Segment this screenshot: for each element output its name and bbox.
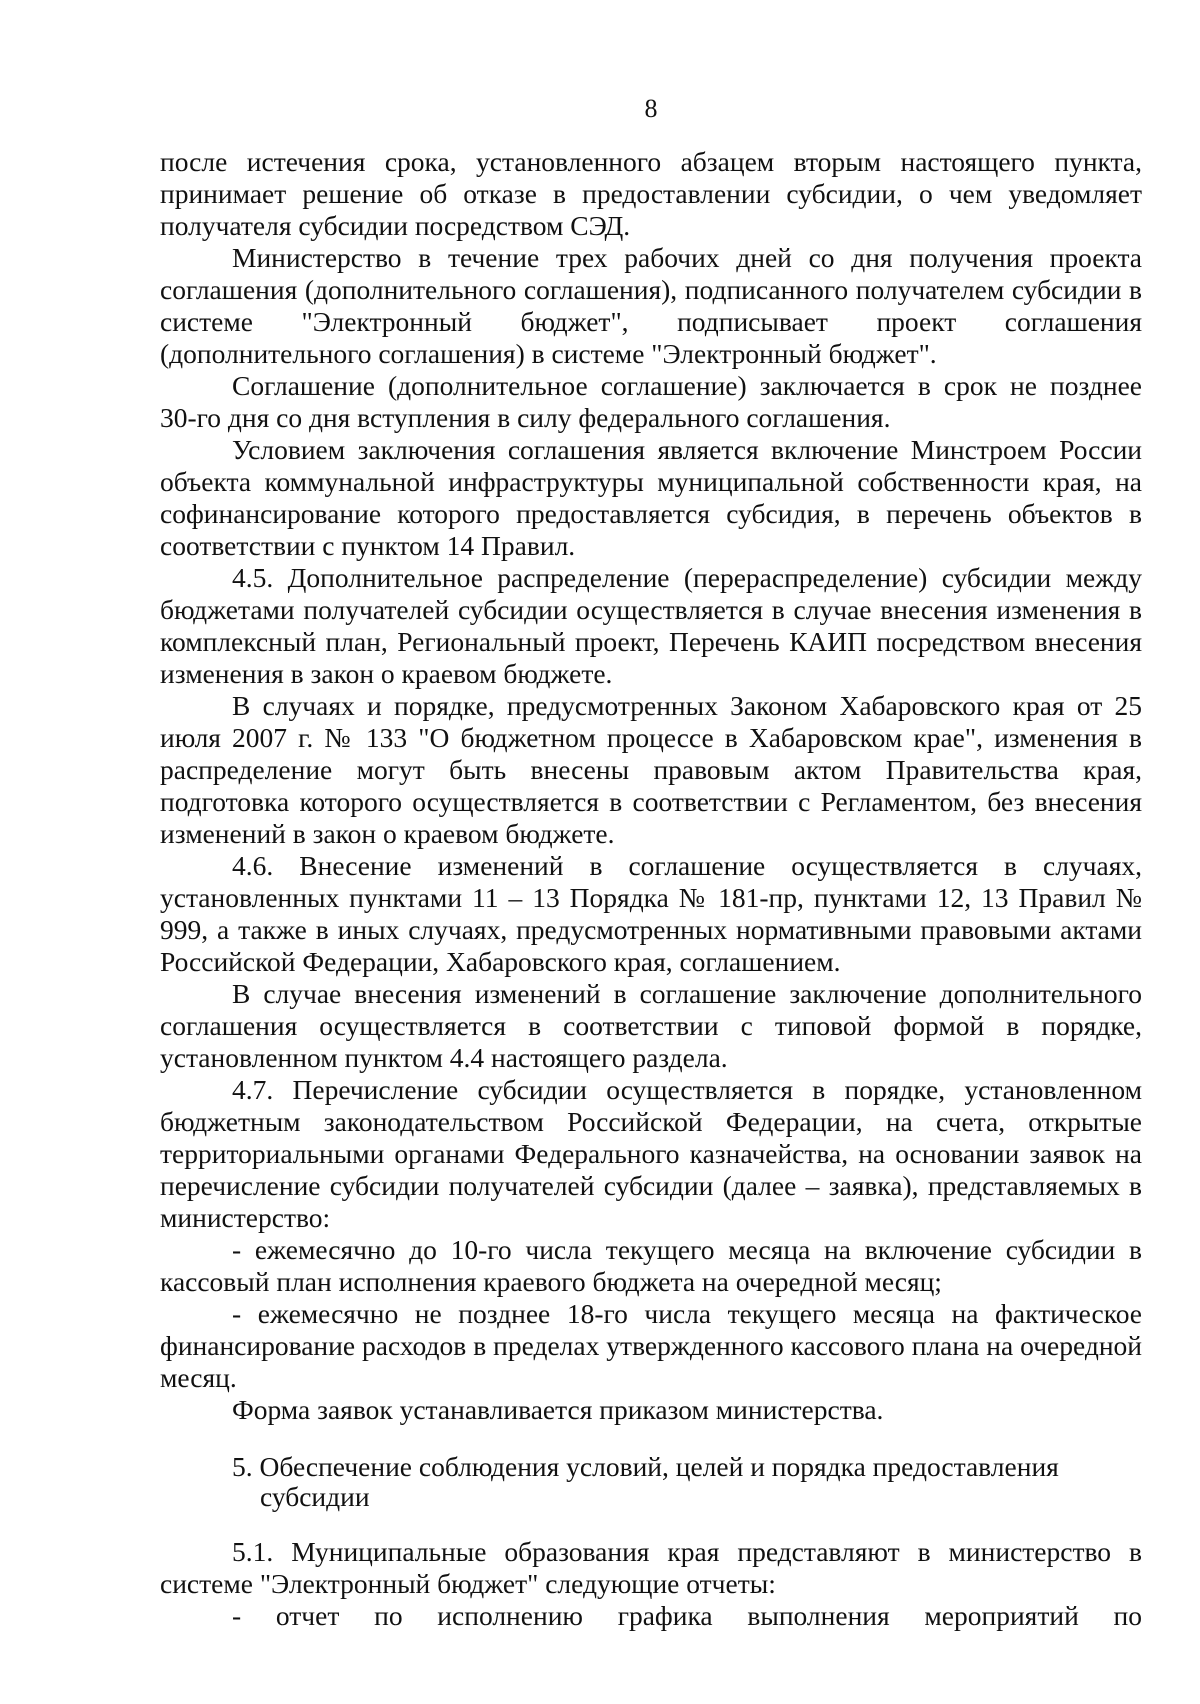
paragraph-4-5: 4.5. Дополнительное распределение (перераспределение) субсидии между бюджетами получателей субсидии осуществляется в случае внесения изменения в комплексный план, Региональный проект, Перечень КАИП посредством внесения изменения в закон о краевом бюджете. [160,562,1142,689]
list-item-monthly-18th: - ежемесячно не позднее 18-го числа текущего месяца на фактическое финансирование расходов в пределах утвержденного кассового плана на очередной месяц. [160,1298,1142,1393]
paragraph-5-1: 5.1. Муниципальные образования края представляют в министерство в системе "Электронный бюджет" следующие отчеты: [160,1536,1142,1599]
paragraph-law-reference: В случаях и порядке, предусмотренных Законом Хабаровского края от 25 июля 2007 г. № 133 "О бюджетном процессе в Хабаровском крае", изменения в распределение могут быть внесены правовым актом Правительства края, подготовка которого осуществляется в соответствии с Регламентом, без внесения изменений в закон о краевом бюджете. [160,690,1142,849]
section-heading-line2: субсидии [260,1481,370,1512]
section-heading-5 [232,1452,1142,1512]
list-item-monthly-10th: - ежемесячно до 10-го числа текущего месяца на включение субсидии в кассовый план исполнения краевого бюджета на очередной месяц; [160,1234,1142,1297]
paragraph-agreement-deadline: Соглашение (дополнительное соглашение) заключается в срок не позднее 30-го дня со дня вступления в силу федерального соглашения. [160,370,1142,433]
paragraph-4-6: 4.6. Внесение изменений в соглашение осуществляется в случаях, установленных пунктами 11 – 13 Порядка № 181-пр, пунктами 12, 13 Правил № 999, а также в иных случаях, предусмотренных нормативными правовыми актами Российской Федерации, Хабаровского края, соглашением. [160,850,1142,977]
page-number: 8 [644,94,658,123]
paragraph-agreement-condition: Условием заключения соглашения является включение Минстроем России объекта коммунальной инфраструктуры муниципальной собственности края, на софинансирование которого предоставляется субсидия, в перечень объектов в соответствии с пунктом 14 Правил. [160,434,1142,561]
paragraph-ministry-signing: Министерство в течение трех рабочих дней со дня получения проекта соглашения (дополнительного соглашения), подписанного получателем субсидии в системе "Электронный бюджет", подписывает проект соглашения (дополнительного соглашения) в системе "Электронный бюджет". [160,242,1142,369]
paragraph-additional-agreement: В случае внесения изменений в соглашение заключение дополнительного соглашения осуществляется в соответствии с типовой формой в порядке, установленном пунктом 4.4 настоящего раздела. [160,978,1142,1073]
paragraph-continuation: после истечения срока, установленного абзацем вторым настоящего пункта, принимает решение об отказе в предоставлении субсидии, о чем уведомляет получателя субсидии посредством СЭД. [160,146,1142,241]
section-heading-line1: 5. Обеспечение соблюдения условий, целей и порядка предоставления [232,1451,1059,1482]
list-item-report-schedule: - отчет по исполнению графика выполнения мероприятий по [232,1600,1142,1631]
paragraph-application-form: Форма заявок устанавливается приказом министерства. [232,1394,884,1425]
paragraph-4-7: 4.7. Перечисление субсидии осуществляется в порядке, установленном бюджетным законодательством Российской Федерации, на счета, открытые территориальными органами Федерального казначейства, на основании заявок на перечисление субсидии получателей субсидии (далее – заявка), представляемых в министерство: [160,1074,1142,1233]
